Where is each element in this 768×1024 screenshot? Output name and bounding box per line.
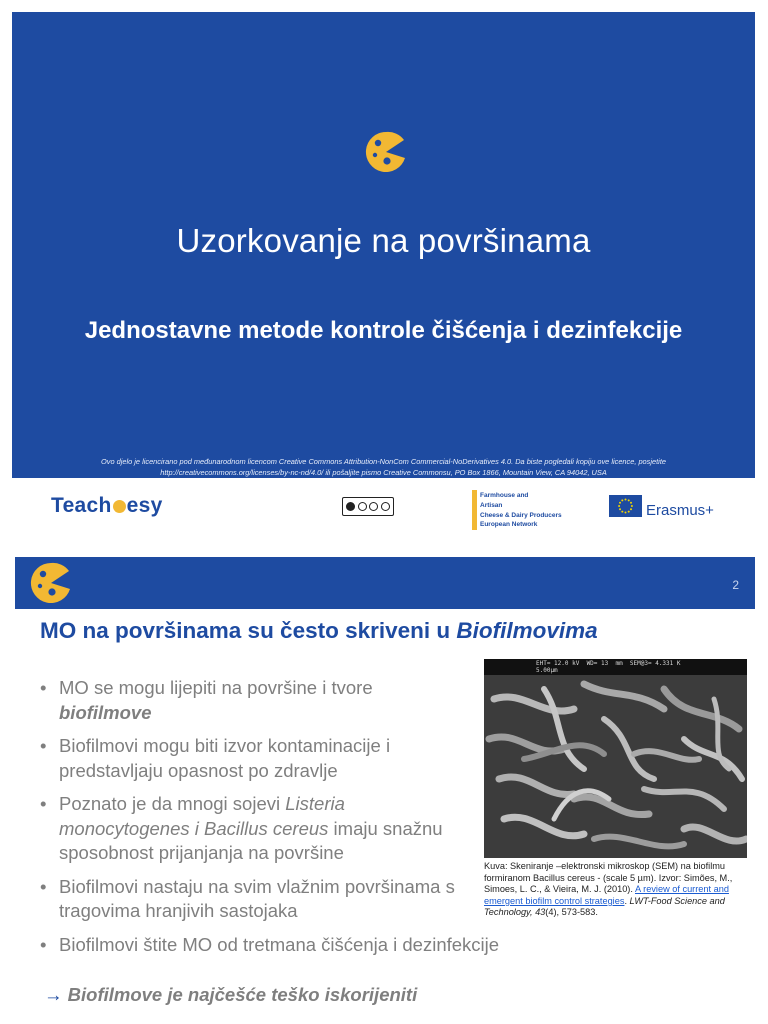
list-item: • MO se mogu lijepiti na površine i tvore biofilmove — [40, 676, 470, 725]
slide-subtitle: Jednostavne metode kontrole čišćenja i dezinfekcije — [84, 317, 683, 344]
farm-line: European Network — [480, 521, 538, 529]
farm-line: Artisan — [480, 501, 503, 509]
teacheesy-logo: Teach esy — [51, 494, 163, 517]
slide2-title: MO na površinama su često skriveni u Biofilmovima — [40, 618, 598, 643]
slide-title: Uzorkovanje na površinama — [176, 222, 591, 259]
erasmus-logo-text: Erasmus+ — [646, 502, 714, 519]
slide2-header — [15, 557, 755, 609]
eu-flag-icon — [609, 495, 642, 517]
farm-line: Farmhouse and — [480, 492, 529, 499]
reference-link[interactable]: A review of current and emergent biofilm control strategies — [484, 884, 729, 906]
partner-logos-row — [12, 478, 755, 542]
page-number: 2 — [732, 578, 739, 592]
bacteria-texture-icon — [484, 659, 747, 858]
cheese-logo-icon — [29, 561, 73, 605]
farm-line: Cheese & Dairy Producers — [480, 511, 562, 519]
figure-caption: Kuva: Skeniranje –elektronski mikroskop (SEM) na biofilmu formiranom Bacillus cereus - (scale 5 µm). Izvor: Simões, M., Simoes, L. C., & Vieira, M. J. (2010). A review of current and emergent biofilm control strategies. LWT-Food Science and Technology, 43(4), 573-583. — [484, 861, 733, 918]
cheese-logo-icon — [364, 130, 408, 174]
creative-commons-badge-icon — [342, 497, 394, 516]
conclusion-text: → Biofilmove je najčešće teško iskorijeniti — [44, 984, 418, 1005]
list-item: • Biofilmovi štite MO od tretmana čišćenja i dezinfekcije — [40, 933, 600, 958]
title-slide — [12, 12, 755, 478]
cheese-dot-icon — [113, 500, 126, 513]
sem-micrograph-image — [484, 659, 747, 858]
list-item: • Biofilmovi mogu biti izvor kontaminacije i predstavljaju opasnost po zdravlje — [40, 734, 470, 783]
list-item: • Poznato je da mnogi sojevi Listeria monocytogenes i Bacillus cereus imaju snažnu sposobnost prijanjanja na površine — [40, 792, 470, 866]
license-text: Ovo djelo je licencirano pod međunarodnom licencom Creative Commons Attribution-NonCom Commercial-NoDerivatives 4.0. Da biste pogledali kopiju ove licence, posjetite http://creativecommons.org/licenses/by-nc-nd/4.0/ ili pošaljite pismo Creative Commonsu, PO Box 1866, Mountain View, CA 94042, USA — [101, 457, 666, 477]
list-item: • Biofilmovi nastaju na svim vlažnim površinama s tragovima hranjivih sastojaka — [40, 875, 470, 924]
sem-scale-bar: EHT= 12.0 kV WD= 13 mm SEM@3= 4.331 K 5.00μm — [484, 659, 747, 675]
bullet-list — [40, 676, 500, 966]
arrow-right-icon: → — [44, 984, 63, 1005]
